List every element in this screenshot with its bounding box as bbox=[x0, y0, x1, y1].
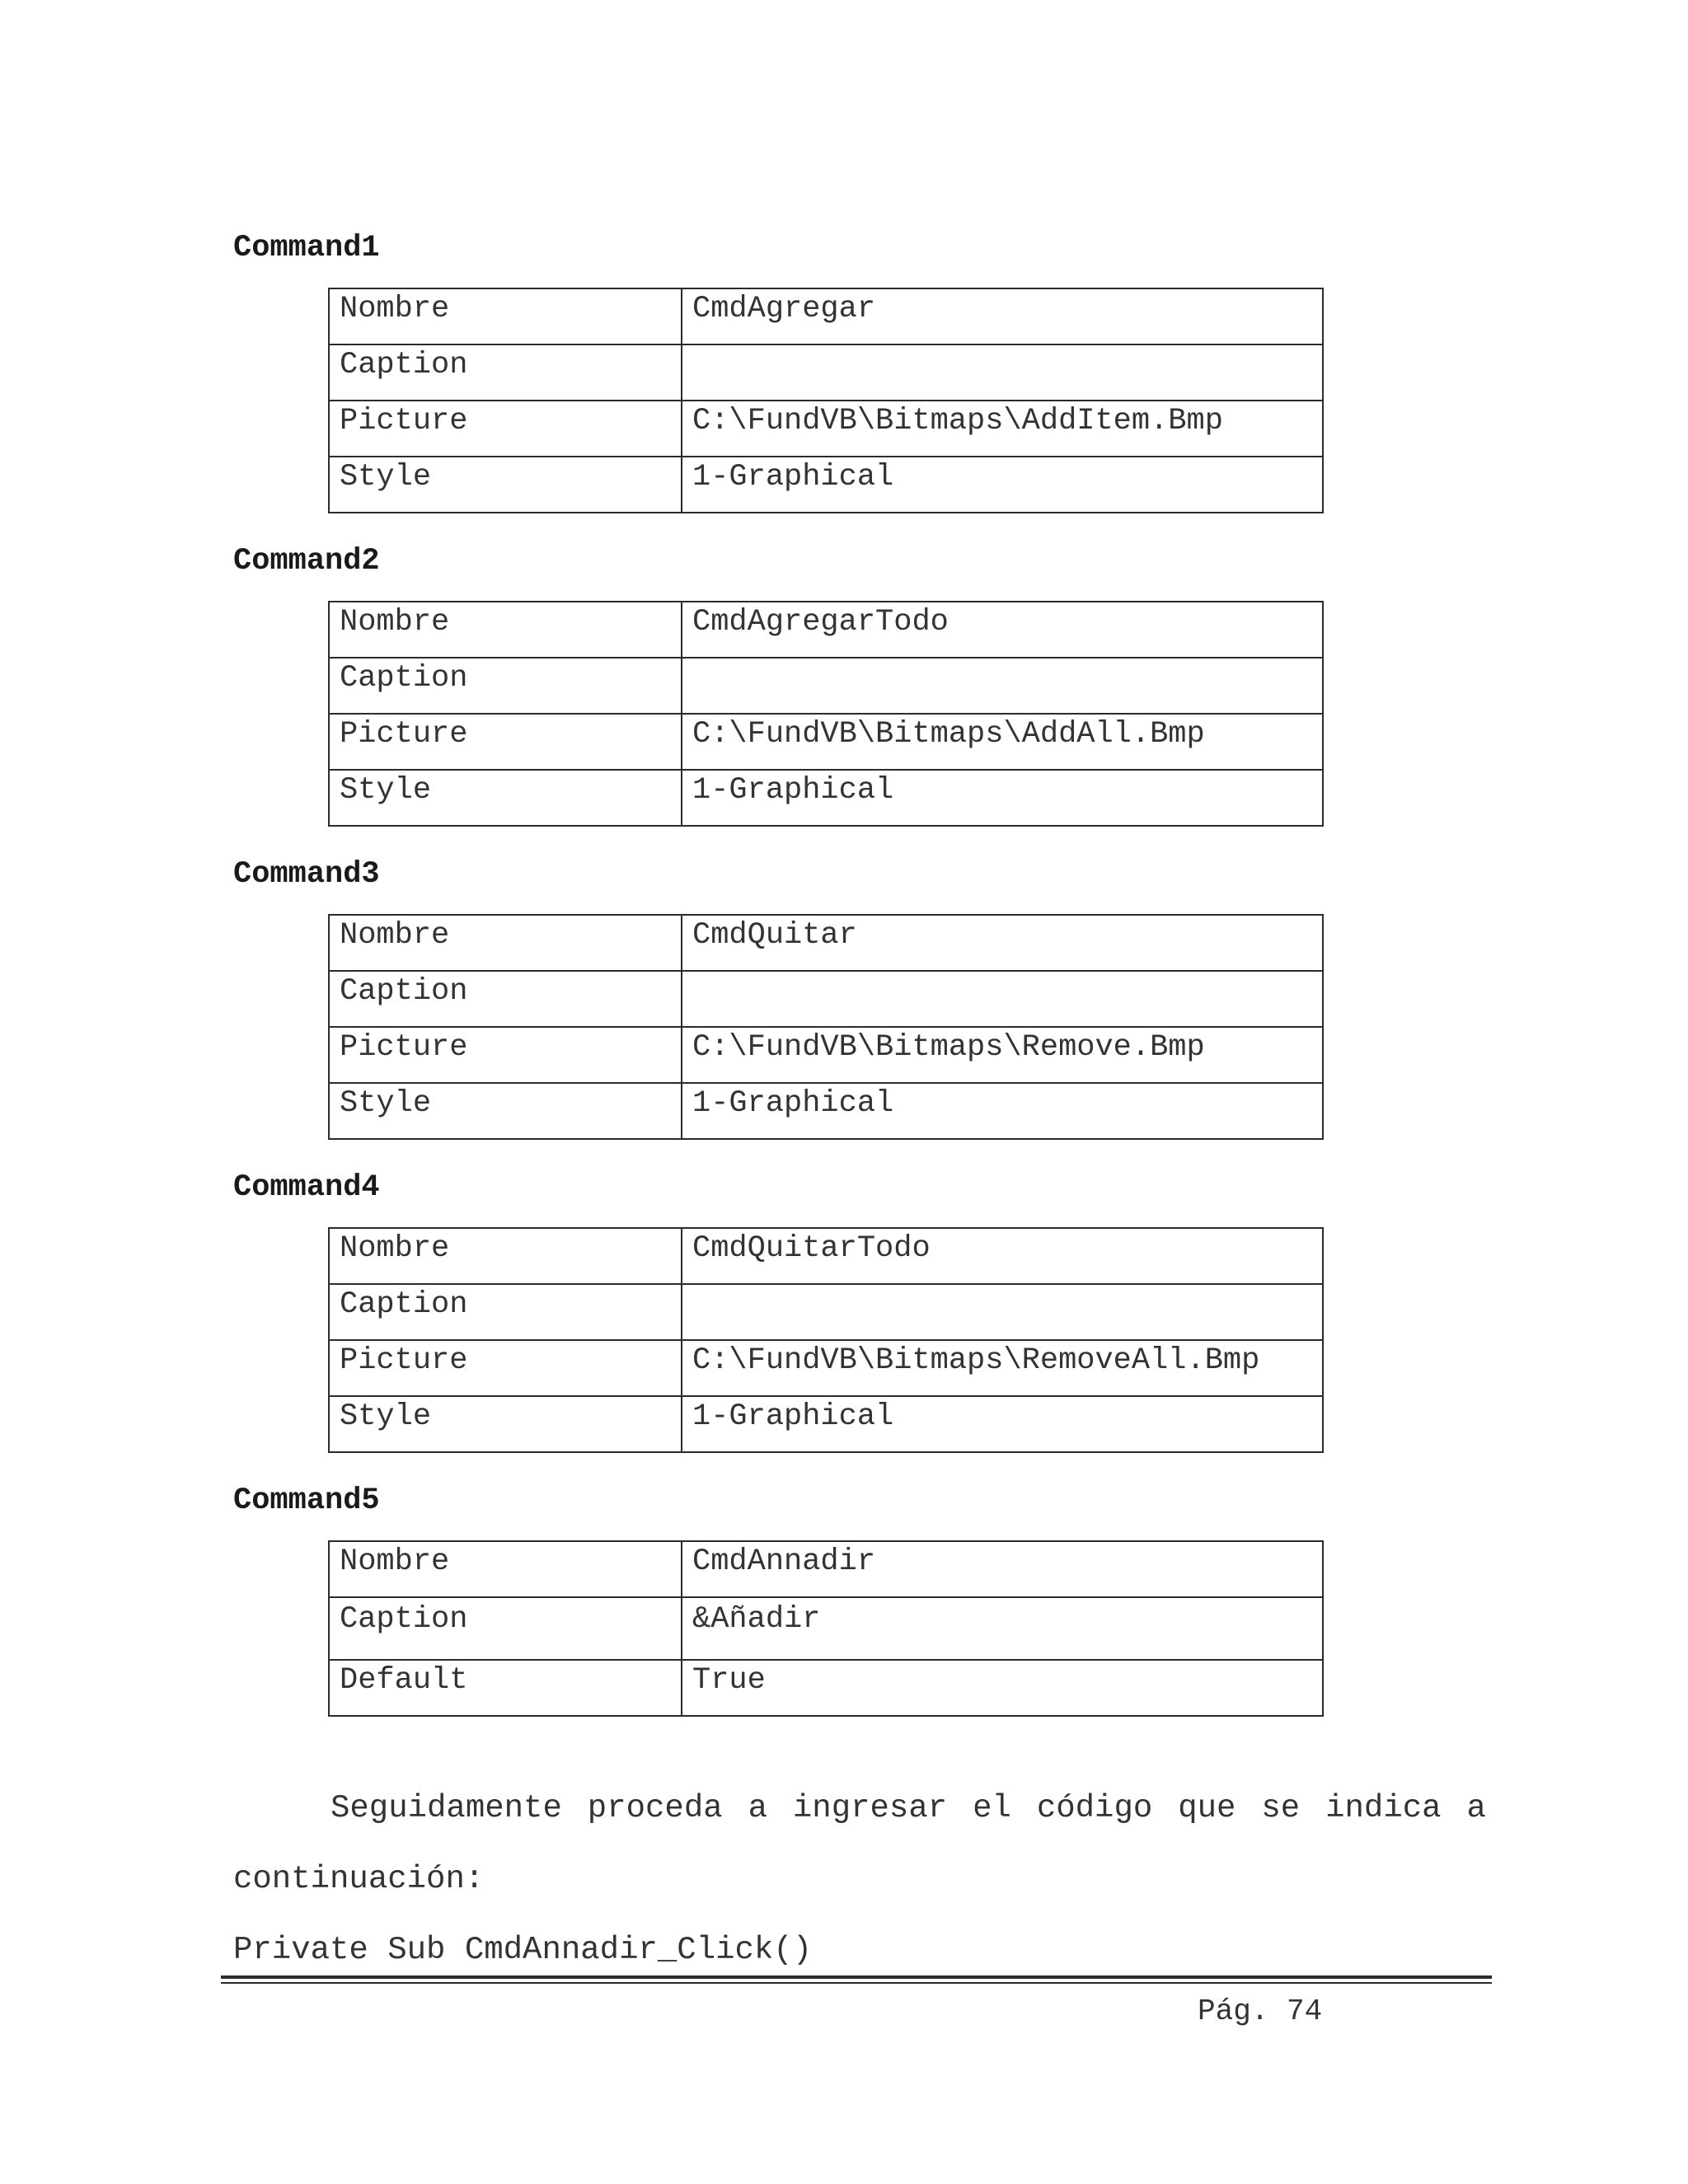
property-name: Default bbox=[329, 1660, 682, 1716]
property-name: Style bbox=[329, 1396, 682, 1452]
word: proceda bbox=[587, 1790, 723, 1826]
table-row bbox=[329, 658, 1323, 714]
property-name: Style bbox=[329, 770, 682, 826]
property-value: 1-Graphical bbox=[682, 1396, 1323, 1452]
property-value: 1-Graphical bbox=[682, 770, 1323, 826]
section-title: Command1 bbox=[233, 231, 380, 265]
property-name: Nombre bbox=[329, 602, 682, 658]
table-row bbox=[329, 971, 1323, 1027]
page-number: Pág. 74 bbox=[1198, 1994, 1323, 2028]
table-row bbox=[329, 401, 1323, 457]
footer-rule bbox=[221, 1975, 1492, 1979]
property-name: Nombre bbox=[329, 288, 682, 344]
footer-rule-thin bbox=[221, 1982, 1492, 1984]
property-value: CmdAgregar bbox=[682, 288, 1323, 344]
table-row bbox=[329, 714, 1323, 770]
table-row bbox=[329, 602, 1323, 658]
properties-table bbox=[328, 601, 1324, 827]
section-title: Command4 bbox=[233, 1170, 380, 1205]
table-row bbox=[329, 1541, 1323, 1597]
section-title: Command3 bbox=[233, 857, 380, 892]
table-row bbox=[329, 1660, 1323, 1716]
property-name: Picture bbox=[329, 1340, 682, 1396]
section-title: Command2 bbox=[233, 544, 380, 579]
property-value: C:\FundVB\Bitmaps\RemoveAll.Bmp bbox=[682, 1340, 1323, 1396]
code-line: Private Sub CmdAnnadir_Click() bbox=[233, 1932, 813, 1968]
paragraph-line-1 bbox=[233, 1790, 1486, 1826]
word: ingresar bbox=[792, 1790, 948, 1826]
table-row bbox=[329, 1228, 1323, 1284]
property-name: Caption bbox=[329, 658, 682, 714]
table-row bbox=[329, 457, 1323, 513]
property-value: C:\FundVB\Bitmaps\Remove.Bmp bbox=[682, 1027, 1323, 1083]
table-row bbox=[329, 1396, 1323, 1452]
property-value: CmdAgregarTodo bbox=[682, 602, 1323, 658]
table-row bbox=[329, 1340, 1323, 1396]
property-name: Style bbox=[329, 1083, 682, 1139]
properties-table bbox=[328, 1540, 1324, 1717]
property-value: CmdQuitarTodo bbox=[682, 1228, 1323, 1284]
table-row bbox=[329, 915, 1323, 971]
property-value: 1-Graphical bbox=[682, 1083, 1323, 1139]
property-name: Nombre bbox=[329, 1228, 682, 1284]
property-name: Caption bbox=[329, 344, 682, 401]
property-value: CmdAnnadir bbox=[682, 1541, 1323, 1597]
table-row bbox=[329, 770, 1323, 826]
properties-table bbox=[328, 914, 1324, 1140]
property-value bbox=[682, 971, 1323, 1027]
property-value: True bbox=[682, 1660, 1323, 1716]
property-value bbox=[682, 1284, 1323, 1340]
property-value bbox=[682, 658, 1323, 714]
table-row bbox=[329, 288, 1323, 344]
table-row bbox=[329, 1027, 1323, 1083]
paragraph-line-2: continuación: bbox=[233, 1861, 485, 1897]
property-name: Picture bbox=[329, 401, 682, 457]
property-name: Caption bbox=[329, 1284, 682, 1340]
property-name: Style bbox=[329, 457, 682, 513]
property-value: 1-Graphical bbox=[682, 457, 1323, 513]
table-row bbox=[329, 344, 1323, 401]
property-value: CmdQuitar bbox=[682, 915, 1323, 971]
properties-table bbox=[328, 1227, 1324, 1453]
property-value: &Añadir bbox=[682, 1597, 1323, 1660]
word: a bbox=[1466, 1790, 1486, 1826]
table-row bbox=[329, 1284, 1323, 1340]
word: código bbox=[1036, 1790, 1153, 1826]
word: indica bbox=[1325, 1790, 1442, 1826]
property-name: Nombre bbox=[329, 915, 682, 971]
word: Seguidamente bbox=[331, 1790, 562, 1826]
property-name: Nombre bbox=[329, 1541, 682, 1597]
word: que bbox=[1178, 1790, 1236, 1826]
word: se bbox=[1261, 1790, 1301, 1826]
property-name: Caption bbox=[329, 971, 682, 1027]
property-value: C:\FundVB\Bitmaps\AddItem.Bmp bbox=[682, 401, 1323, 457]
section-title: Command5 bbox=[233, 1483, 380, 1518]
property-value bbox=[682, 344, 1323, 401]
property-value: C:\FundVB\Bitmaps\AddAll.Bmp bbox=[682, 714, 1323, 770]
property-name: Caption bbox=[329, 1597, 682, 1660]
table-row bbox=[329, 1597, 1323, 1660]
property-name: Picture bbox=[329, 714, 682, 770]
word: a bbox=[748, 1790, 767, 1826]
word: el bbox=[973, 1790, 1011, 1826]
properties-table bbox=[328, 288, 1324, 513]
property-name: Picture bbox=[329, 1027, 682, 1083]
table-row bbox=[329, 1083, 1323, 1139]
